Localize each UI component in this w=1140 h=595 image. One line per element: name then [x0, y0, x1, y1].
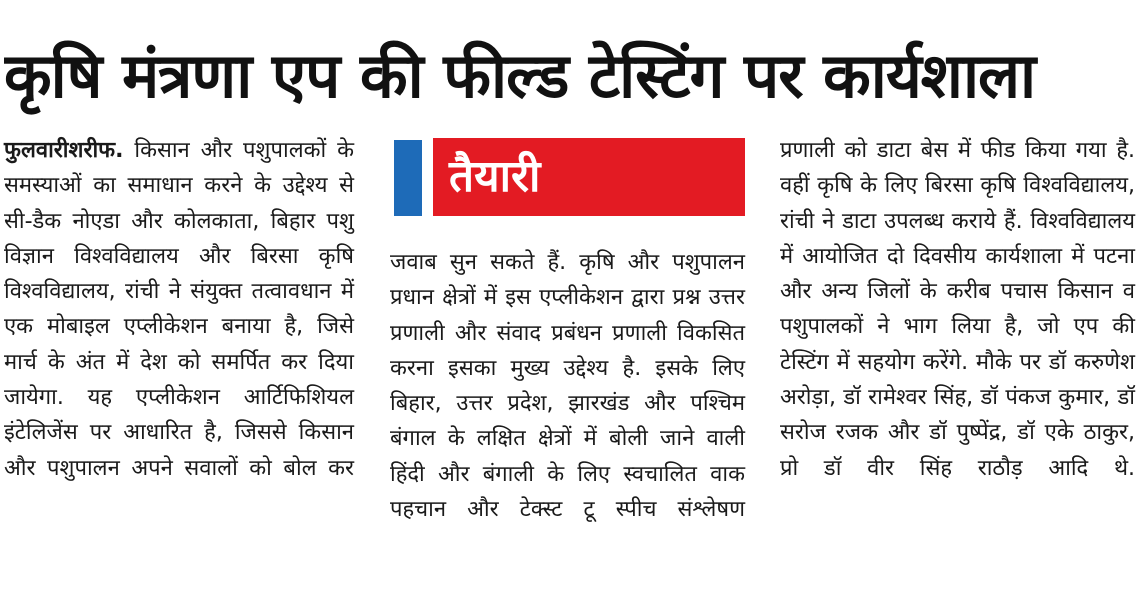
article-column-1: [4, 133, 354, 486]
column-1-paragraph: [4, 133, 354, 486]
column-2-text: जवाब सुन सकते हैं. कृषि और पशुपालन प्रधान क्षेत्रों में इस एप्लीकेशन द्वारा प्रश्न उत्तर प्रणाली और संवाद प्रबंधन प्रणाली विकसित करना इसका मुख्य उद्देश्य है. इसके लिए बिहार, उत्तर प्रदेश, झारखंड और पश्चिम बंगाल के लक्षित क्षेत्रों में बोली जाने वाली हिंदी और बंगाली के लिए स्वचालित वाक पहचान और टेक्स्ट टू स्पीच संश्लेषण: [390, 250, 745, 523]
kicker-label: तैयारी: [433, 138, 745, 216]
column-1-text: किसान और पशुपालकों के समस्याओं का समाधान करने के उद्देश्य से सी-डैक नोएडा और कोलकाता, बिहार पशु विज्ञान विश्वविद्यालय और बिरसा कृषि विश्वविद्यालय, रांची ने संयुक्त तत्वावधान में एक मोबाइल एप्लीकेशन बनाया है, जिसे मार्च के अंत में देश को समर्पित कर दिया जायेगा. यह एप्लीकेशन आर्टिफिशियल इंटेलिजेंस पर आधारित है, जिससे किसान और पशुपालन अपने सवालों को बोल कर: [4, 138, 355, 481]
headline: कृषि मंत्रणा एप की फील्ड टेस्टिंग पर कार्यशाला: [4, 39, 1036, 112]
column-3-text: प्रणाली को डाटा बेस में फीड किया गया है. वहीं कृषि के लिए बिरसा कृषि विश्वविद्यालय, रांची ने डाटा उपलब्ध कराये हैं. विश्वविद्यालय में आयोजित दो दिवसीय कार्यशाला में पटना और अन्य जिलों के करीब पचास किसान व पशुपालकों ने भाग लिया है, जो एप की टेस्टिंग में सहयोग करेंगे. मौके पर डॉ करुणेश अरोड़ा, डॉ रामेश्वर सिंह, डॉ पंकज कुमार, डॉ सरोज रजक और डॉ पुष्पेंद्र, डॉ एके ठाकुर, प्रो डॉ वीर सिंह राठौड़ आदि थे.: [780, 138, 1135, 481]
dateline: फुलवारीशरीफ.: [4, 138, 124, 163]
article-column-2: [390, 245, 745, 527]
kicker-accent-stripe: [394, 140, 422, 216]
article-column-3: [780, 133, 1135, 486]
